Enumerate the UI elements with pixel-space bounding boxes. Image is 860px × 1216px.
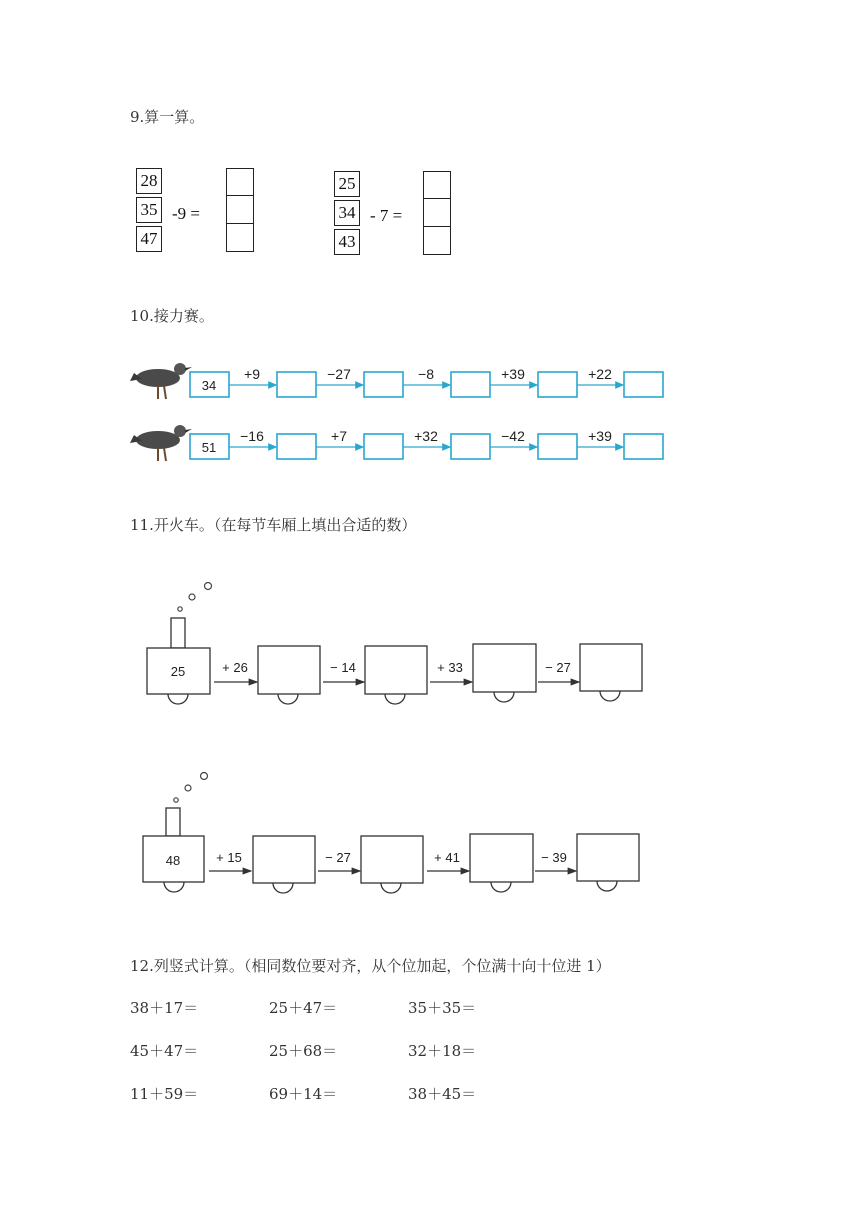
train-car-answer[interactable] — [580, 644, 642, 691]
wheel-icon — [164, 882, 184, 892]
answer-box[interactable] — [538, 372, 577, 397]
answer-box[interactable] — [538, 434, 577, 459]
answer-box[interactable] — [364, 372, 403, 397]
answer-box[interactable] — [423, 199, 451, 227]
chimney — [171, 618, 185, 648]
answer-box[interactable] — [423, 171, 451, 199]
operation-label: −27 — [327, 366, 351, 382]
train-car-answer[interactable] — [365, 646, 427, 694]
expression: 45＋47＝ — [130, 1042, 199, 1060]
smoke-icon — [178, 607, 182, 611]
answer-box[interactable] — [423, 227, 451, 255]
expression: 38＋17＝ — [130, 999, 199, 1017]
relay-race-diagram — [128, 355, 673, 470]
answer-box[interactable] — [226, 196, 254, 224]
wheel-icon — [597, 881, 617, 891]
operation-label: − 27 — [325, 850, 351, 865]
operation-label: − 39 — [541, 850, 567, 865]
wheel-icon — [600, 691, 620, 701]
answer-box[interactable] — [277, 372, 316, 397]
train-diagram — [140, 575, 650, 905]
operation-label: +39 — [501, 366, 525, 382]
q9-left-answer-column — [226, 168, 254, 252]
operation-label: + 15 — [216, 850, 242, 865]
train-car-answer[interactable] — [361, 836, 423, 883]
operation-label: +22 — [588, 366, 612, 382]
q9-title: 9.算一算。 — [130, 108, 205, 126]
answer-box[interactable] — [364, 434, 403, 459]
train-car-answer[interactable] — [470, 834, 533, 882]
expression: 35＋35＝ — [408, 999, 477, 1017]
q9-left-number-column — [136, 168, 162, 252]
answer-box[interactable] — [277, 434, 316, 459]
answer-box[interactable] — [624, 434, 663, 459]
train-2 — [143, 773, 639, 894]
number-cell: 47 — [136, 226, 162, 252]
number-cell: 25 — [334, 171, 360, 197]
q10-title: 10.接力赛。 — [130, 307, 214, 325]
operation-label: −16 — [240, 428, 264, 444]
expression: 25＋47＝ — [269, 999, 338, 1017]
operation-label: +9 — [244, 366, 260, 382]
relay-row-2 — [130, 425, 663, 461]
smoke-icon — [201, 773, 208, 780]
smoke-icon — [205, 583, 212, 590]
answer-box[interactable] — [226, 224, 254, 252]
wheel-icon — [168, 694, 188, 704]
chimney — [166, 808, 180, 836]
operation-label: + 26 — [222, 660, 248, 675]
wheel-icon — [494, 692, 514, 702]
start-number: 48 — [165, 853, 181, 868]
expression: 38＋45＝ — [408, 1085, 477, 1103]
start-number: 34 — [201, 378, 217, 393]
q12-title: 12.列竖式计算。（相同数位要对齐，从个位加起，个位满十向十位进 1） — [130, 957, 611, 975]
train-car-answer[interactable] — [258, 646, 320, 694]
operation-label: − 14 — [330, 660, 356, 675]
relay-row-1 — [130, 363, 663, 399]
wheel-icon — [381, 883, 401, 893]
train-1 — [147, 583, 642, 705]
train-car-answer[interactable] — [253, 836, 315, 883]
wheel-icon — [273, 883, 293, 893]
wheel-icon — [491, 882, 511, 892]
q9-right-answer-column — [423, 171, 451, 255]
smoke-icon — [185, 785, 191, 791]
number-cell: 28 — [136, 168, 162, 194]
pigeon-icon — [130, 363, 192, 399]
smoke-icon — [174, 798, 178, 802]
smoke-icon — [189, 594, 195, 600]
pigeon-icon — [130, 425, 192, 461]
q9-right-operator: - 7 = — [370, 206, 403, 225]
operation-label: +39 — [588, 428, 612, 444]
train-car-answer[interactable] — [473, 644, 536, 692]
operation-label: +32 — [414, 428, 438, 444]
q9-left-operator: -9 = — [172, 204, 200, 223]
number-cell: 43 — [334, 229, 360, 255]
expression: 25＋68＝ — [269, 1042, 338, 1060]
operation-label: −8 — [418, 366, 434, 382]
operation-label: + 41 — [434, 850, 460, 865]
q11-title: 11.开火车。（在每节车厢上填出合适的数） — [130, 516, 417, 534]
q9-right-number-column — [334, 171, 360, 255]
operation-label: − 27 — [545, 660, 571, 675]
wheel-icon — [385, 694, 405, 704]
train-car-answer[interactable] — [577, 834, 639, 881]
number-cell: 35 — [136, 197, 162, 223]
operation-label: −42 — [501, 428, 525, 444]
expression: 69＋14＝ — [269, 1085, 338, 1103]
start-number: 25 — [170, 664, 186, 679]
answer-box[interactable] — [451, 434, 490, 459]
answer-box[interactable] — [624, 372, 663, 397]
wheel-icon — [278, 694, 298, 704]
number-cell: 34 — [334, 200, 360, 226]
expression: 32＋18＝ — [408, 1042, 477, 1060]
answer-box[interactable] — [226, 168, 254, 196]
operation-label: + 33 — [437, 660, 463, 675]
answer-box[interactable] — [451, 372, 490, 397]
operation-label: +7 — [331, 428, 347, 444]
start-number: 51 — [201, 440, 217, 455]
expression: 11＋59＝ — [130, 1085, 199, 1103]
